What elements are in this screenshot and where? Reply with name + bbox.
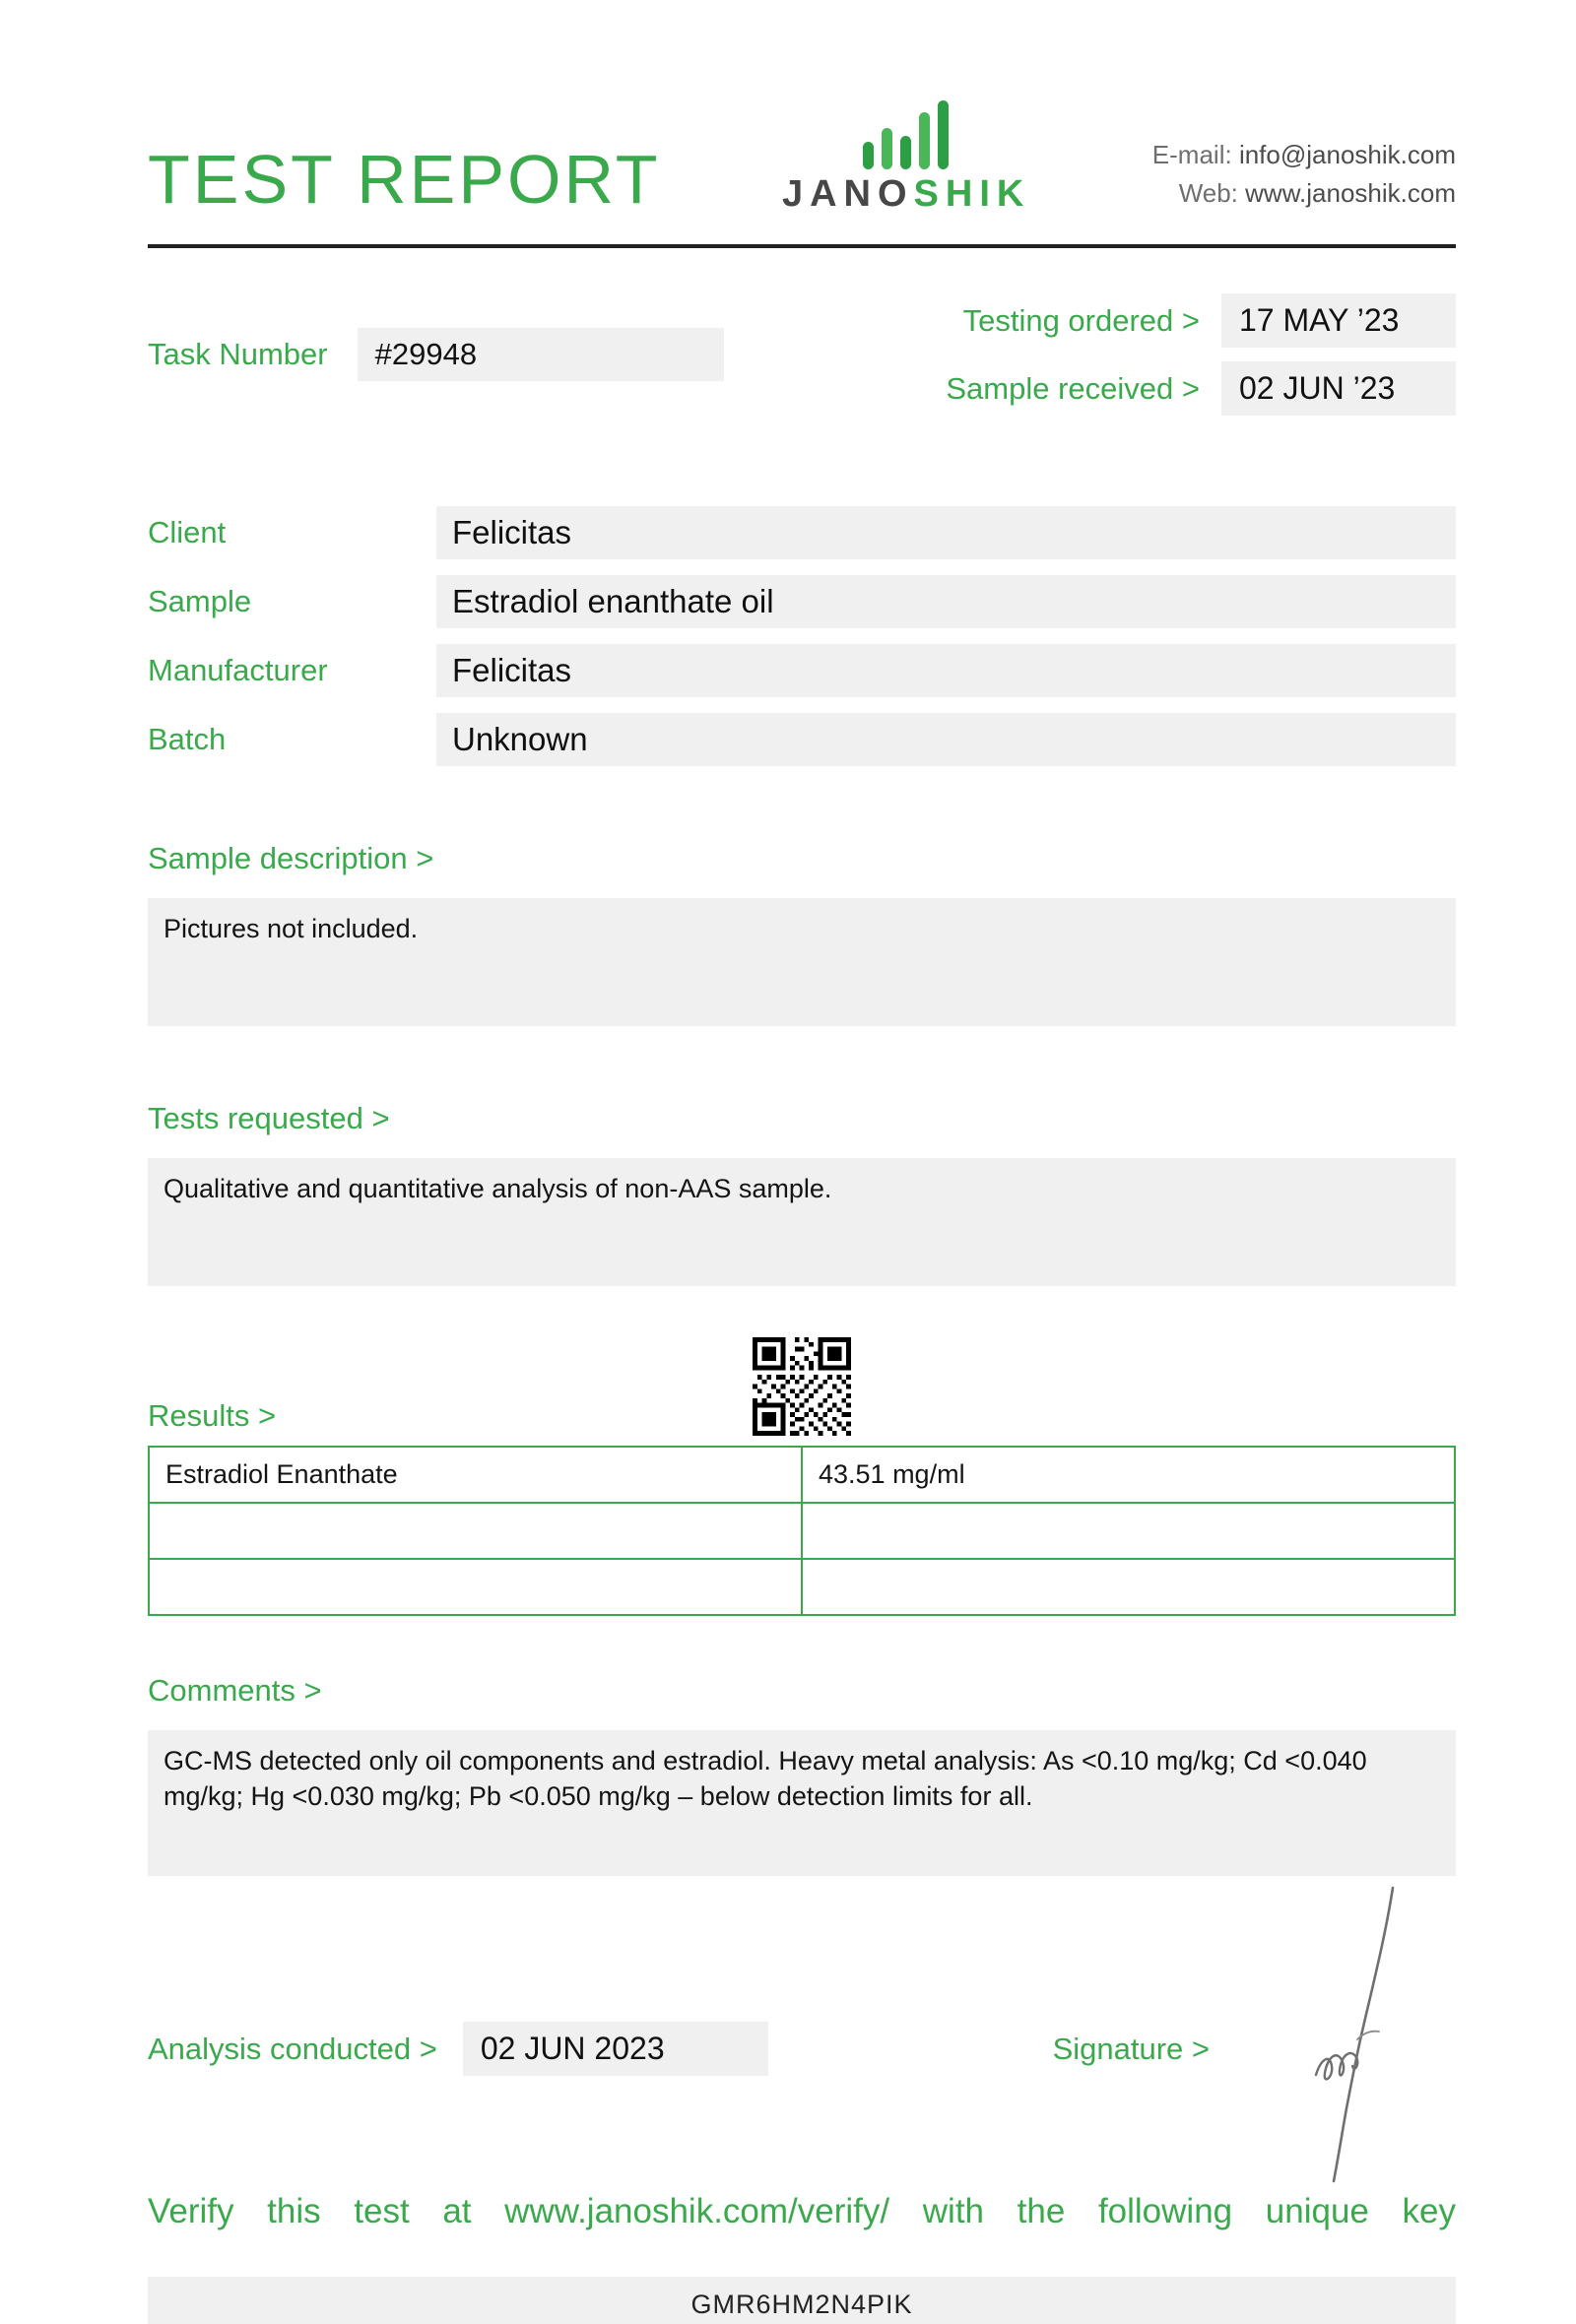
info-row-batch	[148, 713, 1456, 766]
info-row-manufacturer	[148, 644, 1456, 697]
sample-value: Estradiol enanthate oil	[436, 575, 1456, 628]
task-number-group	[148, 293, 724, 416]
task-section	[148, 293, 1456, 416]
task-number-label: Task Number	[148, 337, 328, 371]
batch-value: Unknown	[436, 713, 1456, 766]
logo-wordmark	[782, 173, 1030, 216]
manufacturer-value: Felicitas	[436, 644, 1456, 697]
sample-description-heading: Sample description >	[148, 841, 434, 875]
bar-chart-logo-icon	[855, 98, 957, 169]
result-name-cell	[149, 1503, 802, 1559]
contact-email-line	[1152, 136, 1456, 174]
unique-key-value: GMR6HM2N4PIK	[690, 2289, 913, 2319]
comments-heading: Comments >	[148, 1673, 322, 1708]
results-header-zone	[148, 1323, 1456, 1434]
qr-code	[753, 1337, 851, 1436]
tests-requested-box: Qualitative and quantitative analysis of non-AAS sample.	[148, 1158, 1456, 1286]
contact-info	[1152, 136, 1456, 213]
testing-ordered-row	[946, 293, 1456, 348]
email-value: info@janoshik.com	[1238, 140, 1456, 169]
analysis-signature-row	[148, 2022, 1456, 2076]
result-name-cell: Estradiol Enanthate	[149, 1447, 802, 1503]
testing-ordered-label: Testing ordered >	[962, 302, 1200, 338]
task-number-value: #29948	[358, 328, 724, 381]
manufacturer-label: Manufacturer	[148, 653, 328, 687]
sample-description-box: Pictures not included.	[148, 898, 1456, 1026]
table-row	[149, 1503, 1455, 1559]
testing-ordered-value: 17 MAY ’23	[1221, 293, 1456, 348]
sample-info-section	[148, 506, 1456, 766]
result-value-cell	[802, 1503, 1455, 1559]
logo-jano: JANO	[781, 173, 914, 215]
header	[148, 98, 1456, 219]
info-row-sample	[148, 575, 1456, 628]
sample-received-row	[946, 361, 1456, 416]
email-label: E-mail:	[1151, 140, 1232, 169]
table-row	[149, 1559, 1455, 1615]
sample-label: Sample	[148, 584, 252, 618]
result-value-cell: 43.51 mg/ml	[802, 1447, 1455, 1503]
sample-received-label: Sample received >	[946, 370, 1200, 406]
result-value-cell	[802, 1559, 1455, 1615]
janoshik-logo	[782, 98, 1030, 216]
contact-web-line	[1152, 174, 1456, 213]
tests-requested-heading: Tests requested >	[148, 1101, 390, 1135]
signature-label: Signature >	[1052, 2031, 1210, 2066]
table-row	[149, 1447, 1455, 1503]
client-value: Felicitas	[436, 506, 1456, 559]
results-table	[148, 1446, 1456, 1616]
comments-box: GC-MS detected only oil components and estradiol. Heavy metal analysis: As <0.10 mg/kg; Cd <0.040 mg/kg; Hg <0.030 mg/kg; Pb <0.050 mg/kg – below detection limits for all.	[148, 1730, 1456, 1876]
sample-received-value: 02 JUN ’23	[1221, 361, 1456, 416]
results-heading: Results >	[148, 1398, 277, 1433]
web-label: Web:	[1178, 178, 1238, 208]
web-value: www.janoshik.com	[1245, 178, 1456, 208]
analysis-date-value: 02 JUN 2023	[463, 2022, 768, 2076]
client-label: Client	[148, 515, 227, 549]
result-name-cell	[149, 1559, 802, 1615]
verify-instruction: Verify this test at www.janoshik.com/verify/ with the following unique key	[148, 2192, 1456, 2230]
header-divider	[148, 244, 1456, 248]
signature-image	[1298, 1882, 1426, 2187]
batch-label: Batch	[148, 722, 227, 756]
unique-key-box	[148, 2277, 1456, 2324]
info-row-client	[148, 506, 1456, 559]
page-title: TEST REPORT	[148, 141, 661, 218]
dates-group	[946, 293, 1456, 416]
logo-shik: SHIK	[913, 173, 1031, 215]
analysis-conducted-label: Analysis conducted >	[148, 2031, 437, 2066]
